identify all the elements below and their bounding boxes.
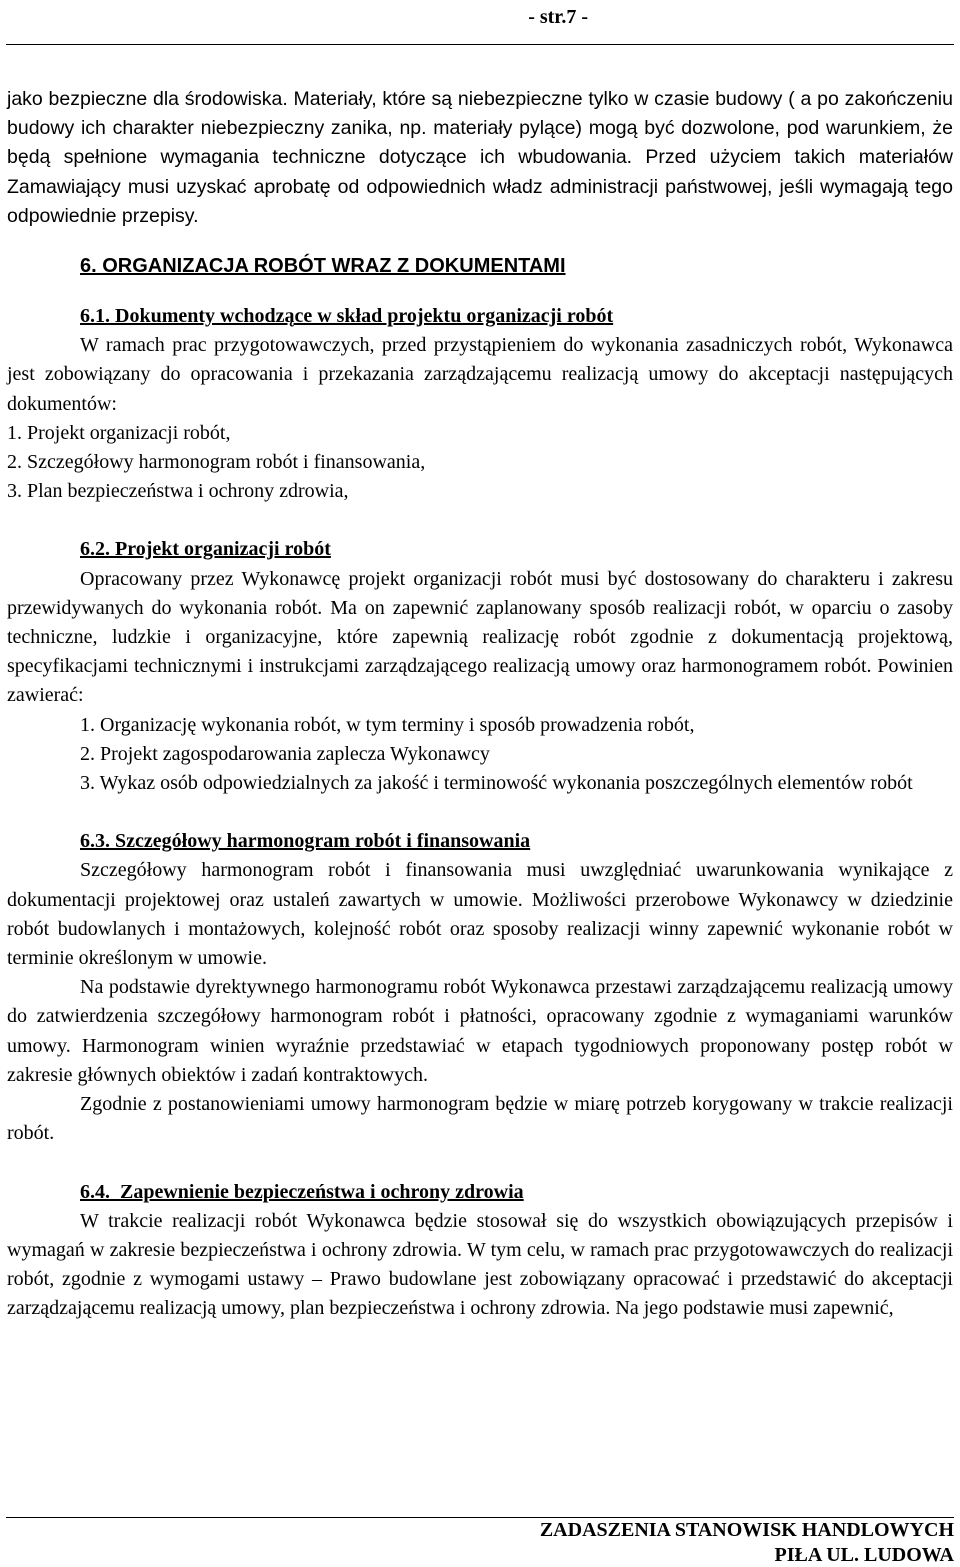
list-item: 1. Projekt organizacji robót, [7, 421, 231, 444]
list-item: 2. Szczegółowy harmonogram robót i finansowania, [7, 451, 426, 474]
section-6-4-title: Zapewnienie bezpieczeństwa i ochrony zdrowia [120, 1180, 524, 1203]
section-6-1-number: 6.1. [80, 305, 110, 328]
list-item: 2. Projekt zagospodarowania zaplecza Wykonawcy [80, 742, 490, 765]
footer-location: PIŁA UL. LUDOWA [774, 1544, 954, 1566]
section-6-3-paragraph-1: Szczegółowy harmonogram robót i finansowania musi uwzględniać uwarunkowania wynikające z dokumentacji projektowej oraz ustaleń zawartych w umowie. Możliwości przerobowe Wykonawcy w dziedzinie robót budowlanych i montażowych, kolejność robót oraz sposoby realizacji winny zapewnić wykonanie robót w terminie określonym w umowie. [7, 859, 953, 970]
section-6-1-heading [80, 302, 953, 331]
section-6-2-number: 6.2. [80, 538, 110, 561]
section-6-1-text: W ramach prac przygotowawczych, przed przystąpieniem do wykonania zasadniczych robót, Wykonawca jest zobowiązany do opracowania i przekazania zarządzającemu realizacją umowy do akceptacji następujących dokumentów: [7, 334, 953, 415]
footer-project-title: ZADASZENIA STANOWISK HANDLOWYCH [539, 1519, 954, 1541]
section-6-2-title: Projekt organizacji robót [115, 538, 331, 561]
section-6-4-number: 6.4. [80, 1180, 110, 1203]
list-item: 3. Plan bezpieczeństwa i ochrony zdrowia, [7, 480, 349, 503]
section-6-heading: 6. ORGANIZACJA ROBÓT WRAZ Z DOKUMENTAMI [80, 255, 566, 278]
section-6-3-heading [80, 827, 953, 856]
section-6-1-title: Dokumenty wchodzące w skład projektu organizacji robót [115, 305, 614, 328]
header-divider [6, 44, 954, 45]
page-number-header: - str.7 - [528, 6, 588, 28]
section-6-3-title: Szczegółowy harmonogram robót i finansowania [115, 830, 531, 853]
page-content [7, 85, 953, 1324]
list-item: 3. Wykaz osób odpowiedzialnych za jakość i terminowość wykonania poszczególnych elementów robót [80, 772, 913, 795]
section-6-4-paragraph-1: W trakcie realizacji robót Wykonawca będzie stosował się do wszystkich obowiązujących przepisów i wymagań w zakresie bezpieczeństwa i ochrony zdrowia. W tym celu, w ramach prac przygotowawczych do realizacji robót, zgodnie z wymogami ustawy – Prawo budowlane jest zobowiązany opracować i przedstawić do akceptacji zarządzającemu realizacją umowy, plan bezpieczeństwa i ochrony zdrowia. Na jego podstawie musi zapewnić, [7, 1209, 953, 1320]
footer-divider [6, 1517, 954, 1518]
section-6-2-text: Opracowany przez Wykonawcę projekt organizacji robót musi być dostosowany do charakteru i zakresu przewidywanych do wykonania robót. Ma on zapewnić zaplanowany sposób realizacji robót, w oparciu o zasoby techniczne, ludzkie i organizacyjne, które zapewnią realizację robót zgodnie z dokumentacją projektową, specyfikacjami technicznymi i instrukcjami zarządzającego realizacją umowy oraz harmonogramem robót. Powinien zawierać: [7, 567, 953, 707]
section-6-3-number: 6.3. [80, 830, 110, 853]
list-item: 1. Organizację wykonania robót, w tym terminy i sposób prowadzenia robót, [80, 713, 695, 736]
intro-paragraph: jako bezpieczne dla środowiska. Materiały, które są niebezpieczne tylko w czasie budowy ( a po zakończeniu budowy ich charakter niebezpieczny zanika, np. materiały pylące) mogą być dozwolone, pod warunkiem, że będą spełnione wymagania techniczne dotyczące ich wbudowania. Przed użyciem takich materiałów Zamawiający musi uzyskać aprobatę od odpowiednich władz administracji państwowej, jeśli wymagają tego odpowiednie przepisy. [7, 88, 953, 227]
section-6-2-heading [80, 535, 953, 564]
section-6-3-paragraph-3: Zgodnie z postanowieniami umowy harmonogram będzie w miarę potrzeb korygowany w trakcie realizacji robót. [7, 1093, 953, 1145]
section-6-4-heading [80, 1178, 953, 1207]
section-6-3-paragraph-2: Na podstawie dyrektywnego harmonogramu robót Wykonawca przestawi zarządzającemu realizacją umowy do zatwierdzenia szczegółowy harmonogram robót i płatności, opracowany zgodnie z wymaganiami warunków umowy. Harmonogram winien wyraźnie przedstawiać w etapach tygodniowych proponowany postęp robót w zakresie głównych obiektów i zadań kontraktowych. [7, 976, 953, 1086]
